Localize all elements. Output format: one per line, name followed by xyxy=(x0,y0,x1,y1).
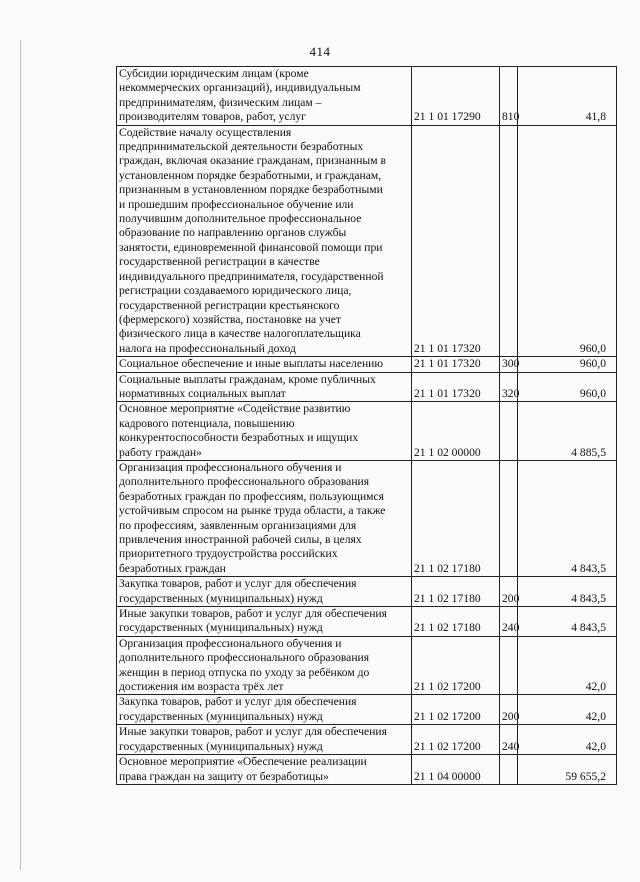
row-expense-type: 240 xyxy=(500,607,518,637)
description-line: Социальные выплаты гражданам, кроме публичных xyxy=(119,372,376,386)
description-line: производителям товаров, работ, услуг xyxy=(119,110,306,124)
row-description xyxy=(117,755,412,785)
description-line: индивидуального предпринимателя, государственной xyxy=(119,269,384,283)
table-row xyxy=(117,357,617,372)
table-row xyxy=(117,460,617,576)
row-code: 21 1 02 17180 xyxy=(412,607,500,637)
description-line: регистрации создаваемого юридического лица, xyxy=(119,284,352,298)
description-line: (фермерского) хозяйства, постановке на учет xyxy=(119,312,341,326)
description-line: и прошедшим профессиональное обучение или xyxy=(119,197,354,211)
row-description xyxy=(117,607,412,637)
description-line: приоритетного трудоустройства российских xyxy=(119,547,338,561)
row-description xyxy=(117,357,412,372)
row-expense-type xyxy=(500,636,518,695)
row-description xyxy=(117,125,412,357)
row-description xyxy=(117,460,412,576)
description-line: государственных (муниципальных) нужд xyxy=(119,709,323,723)
table-row xyxy=(117,577,617,607)
description-line: кадрового потенциала, повышению xyxy=(119,416,295,430)
description-line: привлечения иностранной рабочей силы, в целях xyxy=(119,533,362,546)
row-code: 21 1 01 17290 xyxy=(412,67,500,126)
description-line: установленном порядке безработными, и гражданам, xyxy=(119,168,382,182)
margin-rule xyxy=(20,40,21,870)
description-line: дополнительного профессионального образования xyxy=(119,651,370,665)
description-line: Основное мероприятие «Обеспечение реализации xyxy=(119,755,367,769)
description-line: Иные закупки товаров, работ и услуг для обеспечения xyxy=(119,607,387,621)
row-code: 21 1 02 17180 xyxy=(412,577,500,607)
table-row xyxy=(117,125,617,357)
table-row xyxy=(117,402,617,461)
description-line: работу граждан» xyxy=(119,445,202,459)
description-line: признанным в установленном порядке безработными xyxy=(119,183,383,197)
table-row xyxy=(117,607,617,637)
description-line: Организация профессионального обучения и xyxy=(119,460,342,474)
row-description xyxy=(117,725,412,755)
description-line: Организация профессионального обучения и xyxy=(119,636,342,650)
row-expense-type: 810 xyxy=(500,67,518,126)
description-line: государственной регистрации в качестве xyxy=(119,255,320,269)
budget-table-body xyxy=(117,67,617,785)
page-number: 414 xyxy=(309,44,331,59)
table-row xyxy=(117,372,617,402)
description-line: физического лица в качестве налогоплательщика xyxy=(119,327,361,341)
row-description xyxy=(117,636,412,695)
table-row xyxy=(117,725,617,755)
row-amount: 4 843,5 xyxy=(518,460,617,576)
description-line: Закупка товаров, работ и услуг для обеспечения xyxy=(119,577,357,591)
table-row xyxy=(117,67,617,126)
row-amount: 4 885,5 xyxy=(518,402,617,461)
row-amount: 4 843,5 xyxy=(518,607,617,637)
row-expense-type: 240 xyxy=(500,725,518,755)
row-code: 21 1 02 17200 xyxy=(412,725,500,755)
description-line: государственных (муниципальных) нужд xyxy=(119,621,323,635)
row-code: 21 1 01 17320 xyxy=(412,357,500,372)
description-line: предпринимателям, физическим лицам – xyxy=(119,95,322,109)
description-line: Содействие началу осуществления xyxy=(119,125,292,139)
row-expense-type xyxy=(500,125,518,357)
description-line: Социальное обеспечение и иные выплаты населению xyxy=(119,357,384,371)
description-line: достижения им возраста трёх лет xyxy=(119,680,284,694)
description-line: занятости, единовременной финансовой помощи при xyxy=(119,240,383,254)
table-row xyxy=(117,636,617,695)
description-line: по профессиям, заявленным организациями для xyxy=(119,518,357,532)
row-code: 21 1 02 17180 xyxy=(412,460,500,576)
description-line: дополнительного профессионального образования xyxy=(119,475,370,489)
description-line: граждан, включая оказание гражданам, признанным в xyxy=(119,154,386,168)
description-line: конкурентоспособности безработных и ищущих xyxy=(119,431,359,445)
row-description xyxy=(117,695,412,725)
description-line: права граждан на защиту от безработицы» xyxy=(119,769,329,783)
row-code: 21 1 01 17320 xyxy=(412,125,500,357)
description-line: безработных граждан по профессиям, пользующимся xyxy=(119,489,384,503)
row-code: 21 1 02 17200 xyxy=(412,695,500,725)
row-expense-type xyxy=(500,460,518,576)
description-line: некоммерческих организаций), индивидуальным xyxy=(119,81,361,95)
row-code: 21 1 02 00000 xyxy=(412,402,500,461)
description-line: Субсидии юридическим лицам (кроме xyxy=(119,67,309,80)
row-expense-type: 300 xyxy=(500,357,518,372)
row-expense-type xyxy=(500,755,518,785)
row-amount: 960,0 xyxy=(518,357,617,372)
budget-table xyxy=(116,66,617,785)
description-line: Закупка товаров, работ и услуг для обеспечения xyxy=(119,695,357,709)
row-amount: 960,0 xyxy=(518,372,617,402)
row-expense-type xyxy=(500,402,518,461)
row-description xyxy=(117,67,412,126)
row-amount: 960,0 xyxy=(518,125,617,357)
table-row xyxy=(117,695,617,725)
description-line: нормативных социальных выплат xyxy=(119,386,286,400)
row-code: 21 1 04 00000 xyxy=(412,755,500,785)
description-line: образование по направлению органов службы xyxy=(119,226,347,240)
description-line: налога на профессиональный доход xyxy=(119,341,296,355)
row-code: 21 1 02 17200 xyxy=(412,636,500,695)
description-line: Иные закупки товаров, работ и услуг для обеспечения xyxy=(119,725,387,739)
description-line: государственных (муниципальных) нужд xyxy=(119,591,323,605)
row-amount: 41,8 xyxy=(518,67,617,126)
description-line: получившим дополнительное профессиональное xyxy=(119,212,362,226)
table-row xyxy=(117,755,617,785)
row-amount: 59 655,2 xyxy=(518,755,617,785)
description-line: государственной регистрации крестьянского xyxy=(119,298,340,312)
row-amount: 4 843,5 xyxy=(518,577,617,607)
row-description xyxy=(117,402,412,461)
description-line: Основное мероприятие «Содействие развитию xyxy=(119,402,351,416)
row-amount: 42,0 xyxy=(518,695,617,725)
row-code: 21 1 01 17320 xyxy=(412,372,500,402)
description-line: женщин в период отпуска по уходу за ребёнком до xyxy=(119,665,370,679)
description-line: предпринимательской деятельности безработных xyxy=(119,140,364,154)
description-line: безработных граждан xyxy=(119,561,226,575)
row-expense-type: 200 xyxy=(500,577,518,607)
row-expense-type: 320 xyxy=(500,372,518,402)
row-amount: 42,0 xyxy=(518,725,617,755)
row-description xyxy=(117,577,412,607)
description-line: устойчивым спросом на рынке труда области, а также xyxy=(119,504,386,518)
row-description xyxy=(117,372,412,402)
description-line: государственных (муниципальных) нужд xyxy=(119,739,323,753)
row-expense-type: 200 xyxy=(500,695,518,725)
row-amount: 42,0 xyxy=(518,636,617,695)
